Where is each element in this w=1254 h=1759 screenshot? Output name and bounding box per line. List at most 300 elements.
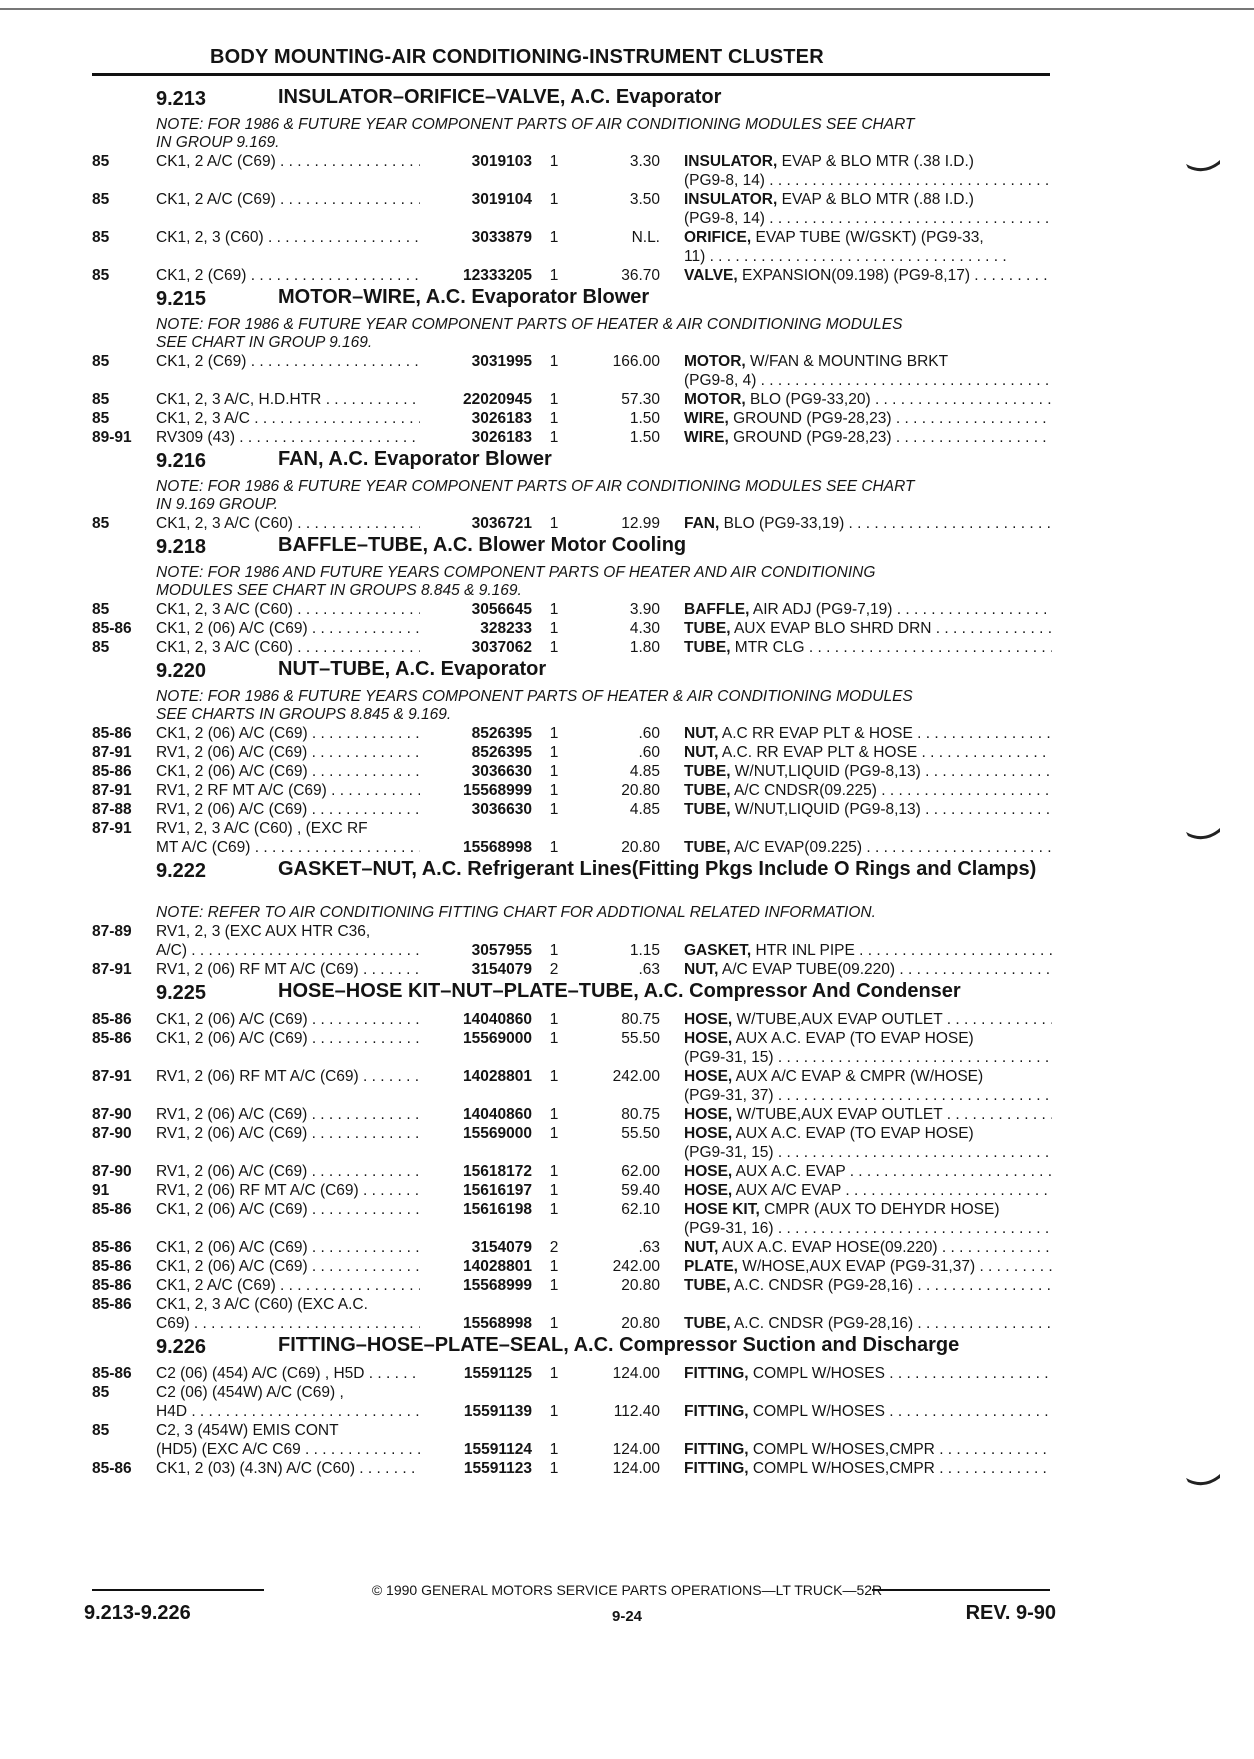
model-years: 85-86 [92,763,132,780]
model-years: 85 [92,515,110,532]
section-title: HOSE–HOSE KIT–NUT–PLATE–TUBE, A.C. Compressor And Condenser [278,980,961,1002]
part-name: VALVE, [684,267,738,284]
description [684,152,1052,171]
price: 1.80 [629,639,660,656]
part-detail: W/FAN & MOUNTING BRKT [745,353,949,370]
part-number: 15616197 [420,1181,532,1200]
part-detail: COMPL W/HOSES,CMPR [748,1441,935,1458]
part-number: 15568999 [420,781,532,800]
price: 59.40 [621,1182,660,1199]
part-detail: A.C. RR EVAP PLT & HOSE [718,744,918,761]
part-row [0,352,1254,390]
quantity: 1 [549,1182,559,1199]
part-name: GASKET, [684,942,752,959]
application: C2, 3 (454W) EMIS CONT [156,1422,339,1439]
application: RV1, 2 (06) A/C (C69) . . . [156,1124,428,1143]
part-detail: EVAP & BLO MTR (.38 I.D.) [777,153,974,170]
part-name: NUT, [684,744,719,761]
description-cont: (PG9-31, 15) . . . [684,1143,1052,1162]
application: CK1, 2 (03) (4.3N) A/C (C60) . . . [156,1459,428,1478]
part-name: FITTING, [684,1365,749,1382]
part-name: TUBE, [684,763,731,780]
part-detail: EXPANSION(09.198) (PG9-8,17) [737,267,970,284]
part-detail: A/C EVAP TUBE(09.220) [718,961,896,978]
price: 20.80 [621,1315,660,1332]
price: .60 [638,744,660,761]
quantity: 1 [549,839,559,856]
application: CK1, 2 A/C (C69) . . . [156,152,428,171]
quantity: 1 [549,410,559,427]
price: 55.50 [621,1030,660,1047]
application-cont: C69) . . . [156,1314,428,1333]
price: 3.30 [629,153,660,170]
description [684,619,1052,638]
part-row [0,1029,1254,1067]
footer-copyright: © 1990 GENERAL MOTORS SERVICE PARTS OPERATIONS—LT TRUCK—52R [371,1582,883,1598]
description [684,1440,1052,1459]
section-number: 9.225 [156,982,207,1004]
description [684,638,1052,657]
description [684,1276,1052,1295]
part-row [0,1200,1254,1238]
part-detail: A.C. CNDSR (PG9-28,16) [730,1315,914,1332]
model-years: 87-91 [92,961,132,978]
part-detail: AUX A/C EVAP & CMPR (W/HOSE) [732,1068,984,1085]
part-row [0,724,1254,743]
part-number: 15568999 [420,1276,532,1295]
quantity: 1 [549,942,559,959]
description [684,838,1052,857]
part-detail: A.C RR EVAP PLT & HOSE [718,725,913,742]
application: CK1, 2 (06) A/C (C69) . . . [156,724,428,743]
model-years: 85 [92,410,110,427]
description [684,390,1052,409]
quantity: 1 [549,1106,559,1123]
part-row [0,409,1254,428]
quantity: 1 [549,1441,559,1458]
description-cont: (PG9-8, 4) . . . [684,371,1052,390]
part-row [0,960,1254,979]
part-detail: HTR INL PIPE [751,942,855,959]
part-number: 3154079 [420,1238,532,1257]
application: CK1, 2 (06) A/C (C69) . . . [156,1238,428,1257]
application-cont: A/C) . . . [156,941,428,960]
description [684,743,1052,762]
description [684,941,1052,960]
section-heading [0,982,1254,1010]
part-number: 15618172 [420,1162,532,1181]
part-row [0,762,1254,781]
section-number: 9.218 [156,536,207,558]
quantity: 1 [549,391,559,408]
quantity: 1 [549,782,559,799]
part-detail: COMPL W/HOSES,CMPR [748,1460,935,1477]
part-number: 14028801 [420,1067,532,1086]
model-years: 85-86 [92,1030,132,1047]
section-note: NOTE: FOR 1986 & FUTURE YEAR COMPONENT PARTS OF AIR CONDITIONING MODULES SEE CHART IN 9.169 GROUP. [156,478,915,513]
quantity: 1 [549,1365,559,1382]
part-row [0,390,1254,409]
model-years: 87-90 [92,1125,132,1142]
description [684,1257,1052,1276]
price: 80.75 [621,1011,660,1028]
application: RV1, 2 (06) A/C (C69) . . . [156,1105,428,1124]
part-name: MOTOR, [684,353,746,370]
quantity: 1 [549,620,559,637]
part-number: 3036630 [420,800,532,819]
part-row [0,1364,1254,1383]
price: 4.30 [629,620,660,637]
part-name: TUBE, [684,620,731,637]
application: RV1, 2, 3 A/C (C60) , (EXC RF [156,820,368,837]
part-detail: A/C CNDSR(09.225) [730,782,877,799]
model-years: 85 [92,267,110,284]
part-name: INSULATOR, [684,191,778,208]
section-note: NOTE: REFER TO AIR CONDITIONING FITTING CHART FOR ADDTIONAL RELATED INFORMATION. [156,904,876,921]
part-detail: AUX A/C EVAP [732,1182,842,1199]
quantity: 1 [549,744,559,761]
model-years: 85-86 [92,1239,132,1256]
application: RV1, 2, 3 (EXC AUX HTR C36, [156,923,371,940]
part-name: WIRE, [684,429,729,446]
part-detail: AUX EVAP BLO SHRD DRN [730,620,932,637]
part-number: 15616198 [420,1200,532,1219]
part-number: 15569000 [420,1029,532,1048]
quantity: 1 [549,1068,559,1085]
section-number: 9.222 [156,860,207,882]
price: 4.85 [629,763,660,780]
application-cont: (HD5) (EXC A/C C69 . . . [156,1440,428,1459]
model-years: 85-86 [92,1365,132,1382]
model-years: 85-86 [92,1011,132,1028]
quantity: 1 [549,601,559,618]
part-number: 15568998 [420,838,532,857]
price: 124.00 [612,1460,660,1477]
price: 242.00 [612,1258,660,1275]
price: 3.90 [629,601,660,618]
part-number: 12333205 [420,266,532,285]
quantity: 1 [549,1125,559,1142]
model-years: 85 [92,1422,110,1439]
quantity: 1 [549,1315,559,1332]
model-years: 85-86 [92,1258,132,1275]
margin-punch-mark [1186,828,1220,840]
section-heading [0,660,1254,688]
application: CK1, 2 A/C (C69) . . . [156,190,428,209]
part-row [0,228,1254,266]
description [684,1459,1052,1478]
part-row [0,514,1254,533]
section-title: NUT–TUBE, A.C. Evaporator [278,658,547,680]
part-number: 3026183 [420,428,532,447]
part-number: 328233 [420,619,532,638]
part-name: HOSE, [684,1011,733,1028]
section-note: NOTE: FOR 1986 & FUTURE YEARS COMPONENT PARTS OF HEATER & AIR CONDITIONING MODULES SEE CHARTS IN GROUPS 8.845 & 9.169. [156,688,913,723]
part-row [0,743,1254,762]
part-row [0,922,1254,960]
model-years: 85 [92,353,110,370]
part-row [0,1238,1254,1257]
section-note: NOTE: FOR 1986 AND FUTURE YEARS COMPONENT PARTS OF HEATER AND AIR CONDITIONING MODULES SEE CHART IN GROUPS 8.845 & 9.169. [156,564,876,599]
description-cont: (PG9-31, 16) . . . [684,1219,1052,1238]
application: CK1, 2, 3 A/C (C60) . . . [156,600,428,619]
application: RV1, 2 RF MT A/C (C69) . . . [156,781,428,800]
application: RV1, 2 (06) A/C (C69) . . . [156,743,428,762]
application: CK1, 2 (06) A/C (C69) . . . [156,619,428,638]
part-row [0,1181,1254,1200]
application-cont: MT A/C (C69) . . . [156,838,428,857]
part-number: 3154079 [420,960,532,979]
section-number: 9.215 [156,288,207,310]
description [684,1402,1052,1421]
model-years: 87-90 [92,1106,132,1123]
price: 62.10 [621,1201,660,1218]
part-name: TUBE, [684,1315,731,1332]
description [684,352,1052,371]
part-name: TUBE, [684,1277,731,1294]
price: 20.80 [621,1277,660,1294]
part-number: 3019103 [420,152,532,171]
description [684,724,1052,743]
description [684,800,1052,819]
quantity: 1 [549,153,559,170]
part-number: 3057955 [420,941,532,960]
price: 12.99 [621,515,660,532]
part-row [0,619,1254,638]
model-years: 85-86 [92,1460,132,1477]
part-row [0,1383,1254,1421]
part-number: 8526395 [420,743,532,762]
part-name: HOSE, [684,1182,733,1199]
price: 124.00 [612,1441,660,1458]
model-years: 85 [92,229,110,246]
description [684,1162,1052,1181]
part-detail: EVAP TUBE (W/GSKT) (PG9-33, [751,229,984,246]
part-detail: A.C. CNDSR (PG9-28,16) [730,1277,914,1294]
quantity: 1 [549,267,559,284]
section-note: NOTE: FOR 1986 & FUTURE YEAR COMPONENT PARTS OF HEATER & AIR CONDITIONING MODULES SEE CHART IN GROUP 9.169. [156,316,903,351]
part-name: PLATE, [684,1258,738,1275]
part-row [0,1276,1254,1295]
part-number: 14028801 [420,1257,532,1276]
application: RV1, 2 (06) A/C (C69) . . . [156,1162,428,1181]
description-cont: (PG9-31, 15) . . . [684,1048,1052,1067]
part-name: TUBE, [684,782,731,799]
part-name: HOSE, [684,1163,733,1180]
application: CK1, 2 (06) A/C (C69) . . . [156,1257,428,1276]
price: 4.85 [629,801,660,818]
part-number: 3031995 [420,352,532,371]
part-row [0,781,1254,800]
part-number: 15569000 [420,1124,532,1143]
model-years: 85 [92,601,110,618]
part-detail: AUX A.C. EVAP [732,1163,846,1180]
section-number: 9.226 [156,1336,207,1358]
application: C2 (06) (454) A/C (C69) , H5D . . . [156,1364,428,1383]
part-row [0,266,1254,285]
part-detail: W/TUBE,AUX EVAP OUTLET [732,1011,943,1028]
quantity: 1 [549,429,559,446]
model-years: 85 [92,1384,110,1401]
description [684,266,1052,285]
price: 36.70 [621,267,660,284]
description [684,1200,1052,1219]
description [684,781,1052,800]
part-name: TUBE, [684,801,731,818]
part-detail: GROUND (PG9-28,23) [728,410,892,427]
part-name: HOSE, [684,1030,733,1047]
part-name: WIRE, [684,410,729,427]
quantity: 1 [549,1277,559,1294]
description-cont: 11) . . . [684,247,1052,266]
description [684,190,1052,209]
part-name: FITTING, [684,1403,749,1420]
part-row [0,1421,1254,1459]
quantity: 1 [549,515,559,532]
part-detail: GROUND (PG9-28,23) [728,429,892,446]
part-detail: COMPL W/HOSES [748,1365,885,1382]
quantity: 1 [549,1258,559,1275]
part-name: INSULATOR, [684,153,778,170]
application: CK1, 2, 3 A/C (C60) . . . [156,638,428,657]
part-detail: CMPR (AUX TO DEHYDR HOSE) [759,1201,1000,1218]
part-row [0,1162,1254,1181]
part-name: HOSE, [684,1068,733,1085]
part-row [0,600,1254,619]
part-number: 3056645 [420,600,532,619]
application: CK1, 2 (06) A/C (C69) . . . [156,1200,428,1219]
margin-punch-mark [1186,160,1220,172]
price: 124.00 [612,1365,660,1382]
part-name: MOTOR, [684,391,746,408]
part-row [0,800,1254,819]
model-years: 85-86 [92,1201,132,1218]
description [684,1238,1052,1257]
price: .60 [638,725,660,742]
part-name: NUT, [684,961,719,978]
part-row [0,1067,1254,1105]
quantity: 1 [549,1403,559,1420]
description [684,1029,1052,1048]
page-header: BODY MOUNTING-AIR CONDITIONING-INSTRUMENT CLUSTER [210,46,824,68]
price: 3.50 [629,191,660,208]
part-number: 22020945 [420,390,532,409]
part-row [0,1295,1254,1333]
model-years: 87-90 [92,1163,132,1180]
part-number: 3036721 [420,514,532,533]
part-name: ORIFICE, [684,229,752,246]
header-rule [92,73,1050,76]
quantity: 1 [549,353,559,370]
section-title: GASKET–NUT, A.C. Refrigerant Lines(Fitting Pkgs Include O Rings and Clamps) [278,858,1037,880]
model-years: 85-86 [92,620,132,637]
description [684,1010,1052,1029]
price: 166.00 [612,353,660,370]
part-detail: EVAP & BLO MTR (.88 I.D.) [777,191,974,208]
description [684,228,1052,247]
part-row [0,1105,1254,1124]
part-row [0,428,1254,447]
part-row [0,638,1254,657]
application: CK1, 2, 3 A/C (C60) (EXC A.C. [156,1296,368,1313]
part-number: 3036630 [420,762,532,781]
price: 1.50 [629,410,660,427]
application: CK1, 2 (C69) . . . [156,266,428,285]
model-years: 85 [92,639,110,656]
description [684,514,1052,533]
part-detail: BLO (PG9-33,20) [745,391,871,408]
quantity: 1 [549,1030,559,1047]
price: .63 [638,961,660,978]
price: 1.50 [629,429,660,446]
application: CK1, 2, 3 A/C . . . [156,409,428,428]
part-row [0,1459,1254,1478]
part-detail: AUX A.C. EVAP (TO EVAP HOSE) [732,1030,974,1047]
part-detail: W/HOSE,AUX EVAP (PG9-31,37) [737,1258,976,1275]
section-heading [0,1336,1254,1364]
part-name: HOSE, [684,1106,733,1123]
application: RV1, 2 (06) RF MT A/C (C69) . . . [156,1181,428,1200]
application: RV1, 2 (06) RF MT A/C (C69) . . . [156,1067,428,1086]
section-title: MOTOR–WIRE, A.C. Evaporator Blower [278,286,650,308]
quantity: 1 [549,1460,559,1477]
part-number: 3037062 [420,638,532,657]
quantity: 1 [549,639,559,656]
model-years: 87-91 [92,820,132,837]
description [684,1124,1052,1143]
model-years: 85 [92,191,110,208]
quantity: 2 [549,961,559,978]
description [684,428,1052,447]
part-row [0,1124,1254,1162]
price: 80.75 [621,1106,660,1123]
application: CK1, 2, 3 (C60) . . . [156,228,428,247]
part-number: 3026183 [420,409,532,428]
application-cont: H4D . . . [156,1402,428,1421]
section-title: INSULATOR–ORIFICE–VALVE, A.C. Evaporator [278,86,722,108]
price: 112.40 [613,1403,660,1420]
part-row [0,819,1254,857]
model-years: 85 [92,391,110,408]
application: CK1, 2 (06) A/C (C69) . . . [156,1029,428,1048]
section-number: 9.213 [156,88,207,110]
part-detail: W/NUT,LIQUID (PG9-8,13) [730,801,921,818]
part-name: HOSE KIT, [684,1201,760,1218]
part-number: 3019104 [420,190,532,209]
price: N.L. [631,229,660,246]
description [684,1314,1052,1333]
part-detail: BLO (PG9-33,19) [719,515,845,532]
part-number: 15591123 [420,1459,532,1478]
model-years: 85-86 [92,1277,132,1294]
part-name: HOSE, [684,1125,733,1142]
part-name: FAN, [684,515,720,532]
description [684,1067,1052,1086]
section-note: NOTE: FOR 1986 & FUTURE YEAR COMPONENT PARTS OF AIR CONDITIONING MODULES SEE CHART IN GROUP 9.169. [156,116,915,151]
parts-catalog-content [0,85,1254,1478]
description [684,600,1052,619]
section-heading [0,88,1254,116]
model-years: 87-91 [92,1068,132,1085]
part-detail: AUX A.C. EVAP (TO EVAP HOSE) [732,1125,974,1142]
application: CK1, 2, 3 A/C (C60) . . . [156,514,428,533]
part-name: TUBE, [684,639,731,656]
model-years: 87-88 [92,801,132,818]
margin-punch-mark [1186,1474,1220,1486]
part-row [0,152,1254,190]
model-years: 85-86 [92,725,132,742]
part-detail: W/NUT,LIQUID (PG9-8,13) [730,763,921,780]
